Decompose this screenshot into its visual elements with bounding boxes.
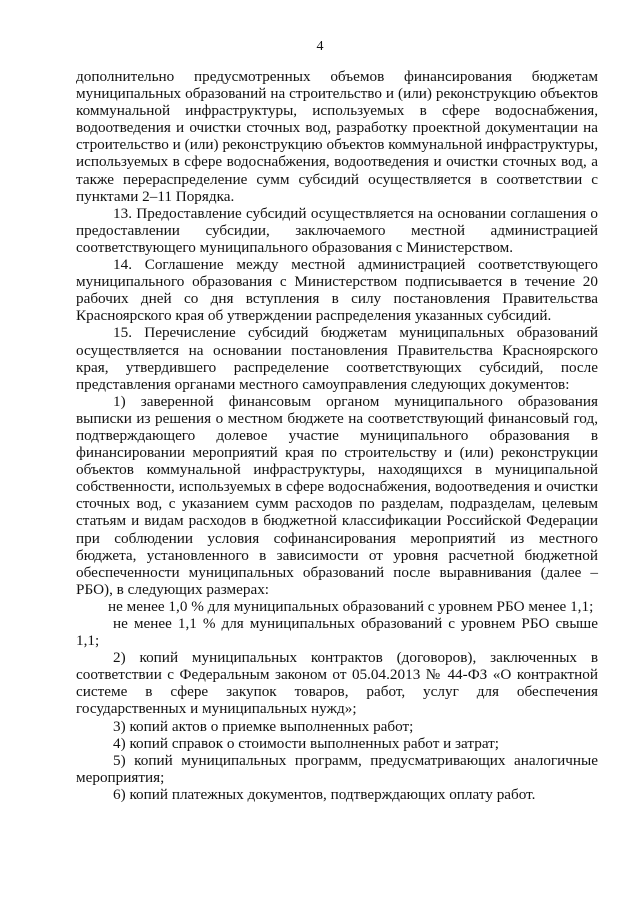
list-item-3: 3) копий актов о приемке выполненных работ; (113, 717, 414, 735)
paragraph-item-14: 14. Соглашение между местной администрацией соответствующего муниципального образования с Министерством подписывается в течение 20 рабочих дней со дня вступления в силу постановления Правительства Красноярского края об утверждении распределения указанных субсидий. (76, 256, 598, 325)
list-item-4: 4) копий справок о стоимости выполненных работ и затрат; (113, 734, 500, 752)
list-item-2: 2) копий муниципальных контрактов (договоров), заключенных в соответствии с Федеральным законом от 05.04.2013 № 44-ФЗ «О контрактной системе в сфере закупок товаров, работ, услуг для обеспечения государственных и муниципальных нужд»; (76, 649, 598, 718)
list-item-6: 6) копий платежных документов, подтверждающих оплату работ. (113, 785, 536, 803)
paragraph-item-15: 15. Перечисление субсидий бюджетам муниципальных образований осуществляется на основании постановления Правительства Красноярского края, утвердившего распределение соответствующих субсидий, после представления органами местного самоуправления следующих документов: (76, 324, 598, 393)
rbo-condition-high: не менее 1,1 % для муниципальных образований с уровнем РБО свыше 1,1; (76, 615, 598, 650)
list-item-5: 5) копий муниципальных программ, предусматривающих аналогичные мероприятия; (76, 751, 598, 786)
document-body (76, 68, 598, 803)
rbo-condition-low: не менее 1,0 % для муниципальных образований с уровнем РБО менее 1,1; (108, 597, 594, 615)
page-number: 4 (316, 39, 324, 54)
paragraph-continuation: дополнительно предусмотренных объемов финансирования бюджетам муниципальных образований на строительство и (или) реконструкцию объектов коммунальной инфраструктуры, используемых в сфере водоснабжения, водоотведения и очистки сточных вод, разработку проектной документации на строительство и (или) реконструкцию объектов коммунальной инфраструктуры, используемых в сфере водоснабжения, водоотведения и очистки сточных вод, а также перераспределение сумм субсидий осуществляется в соответствии с пунктами 2–11 Порядка. (76, 68, 598, 205)
list-item-1: 1) заверенной финансовым органом муниципального образования выписки из решения о местном бюджете на соответствующий финансовый год, подтверждающего долевое участие муниципального образования в финансировании мероприятий края по строительству и (или) реконструкции объектов коммунальной инфраструктуры, находящихся в муниципальной собственности, используемых в сфере водоснабжения, водоотведения и очистки сточных вод, с указанием сумм расходов по разделам, подразделам, целевым статьям и видам расходов в бюджетной классификации Российской Федерации при соблюдении условия софинансирования мероприятий из местного бюджета, установленного в зависимости от уровня расчетной бюджетной обеспеченности муниципальных образований после выравнивания (далее – РБО), в следующих размерах: (76, 392, 598, 598)
paragraph-item-13: 13. Предоставление субсидий осуществляется на основании соглашения о предоставлении субсидии, заключаемого местной администрацией соответствующего муниципального образования с Министерством. (76, 204, 598, 256)
